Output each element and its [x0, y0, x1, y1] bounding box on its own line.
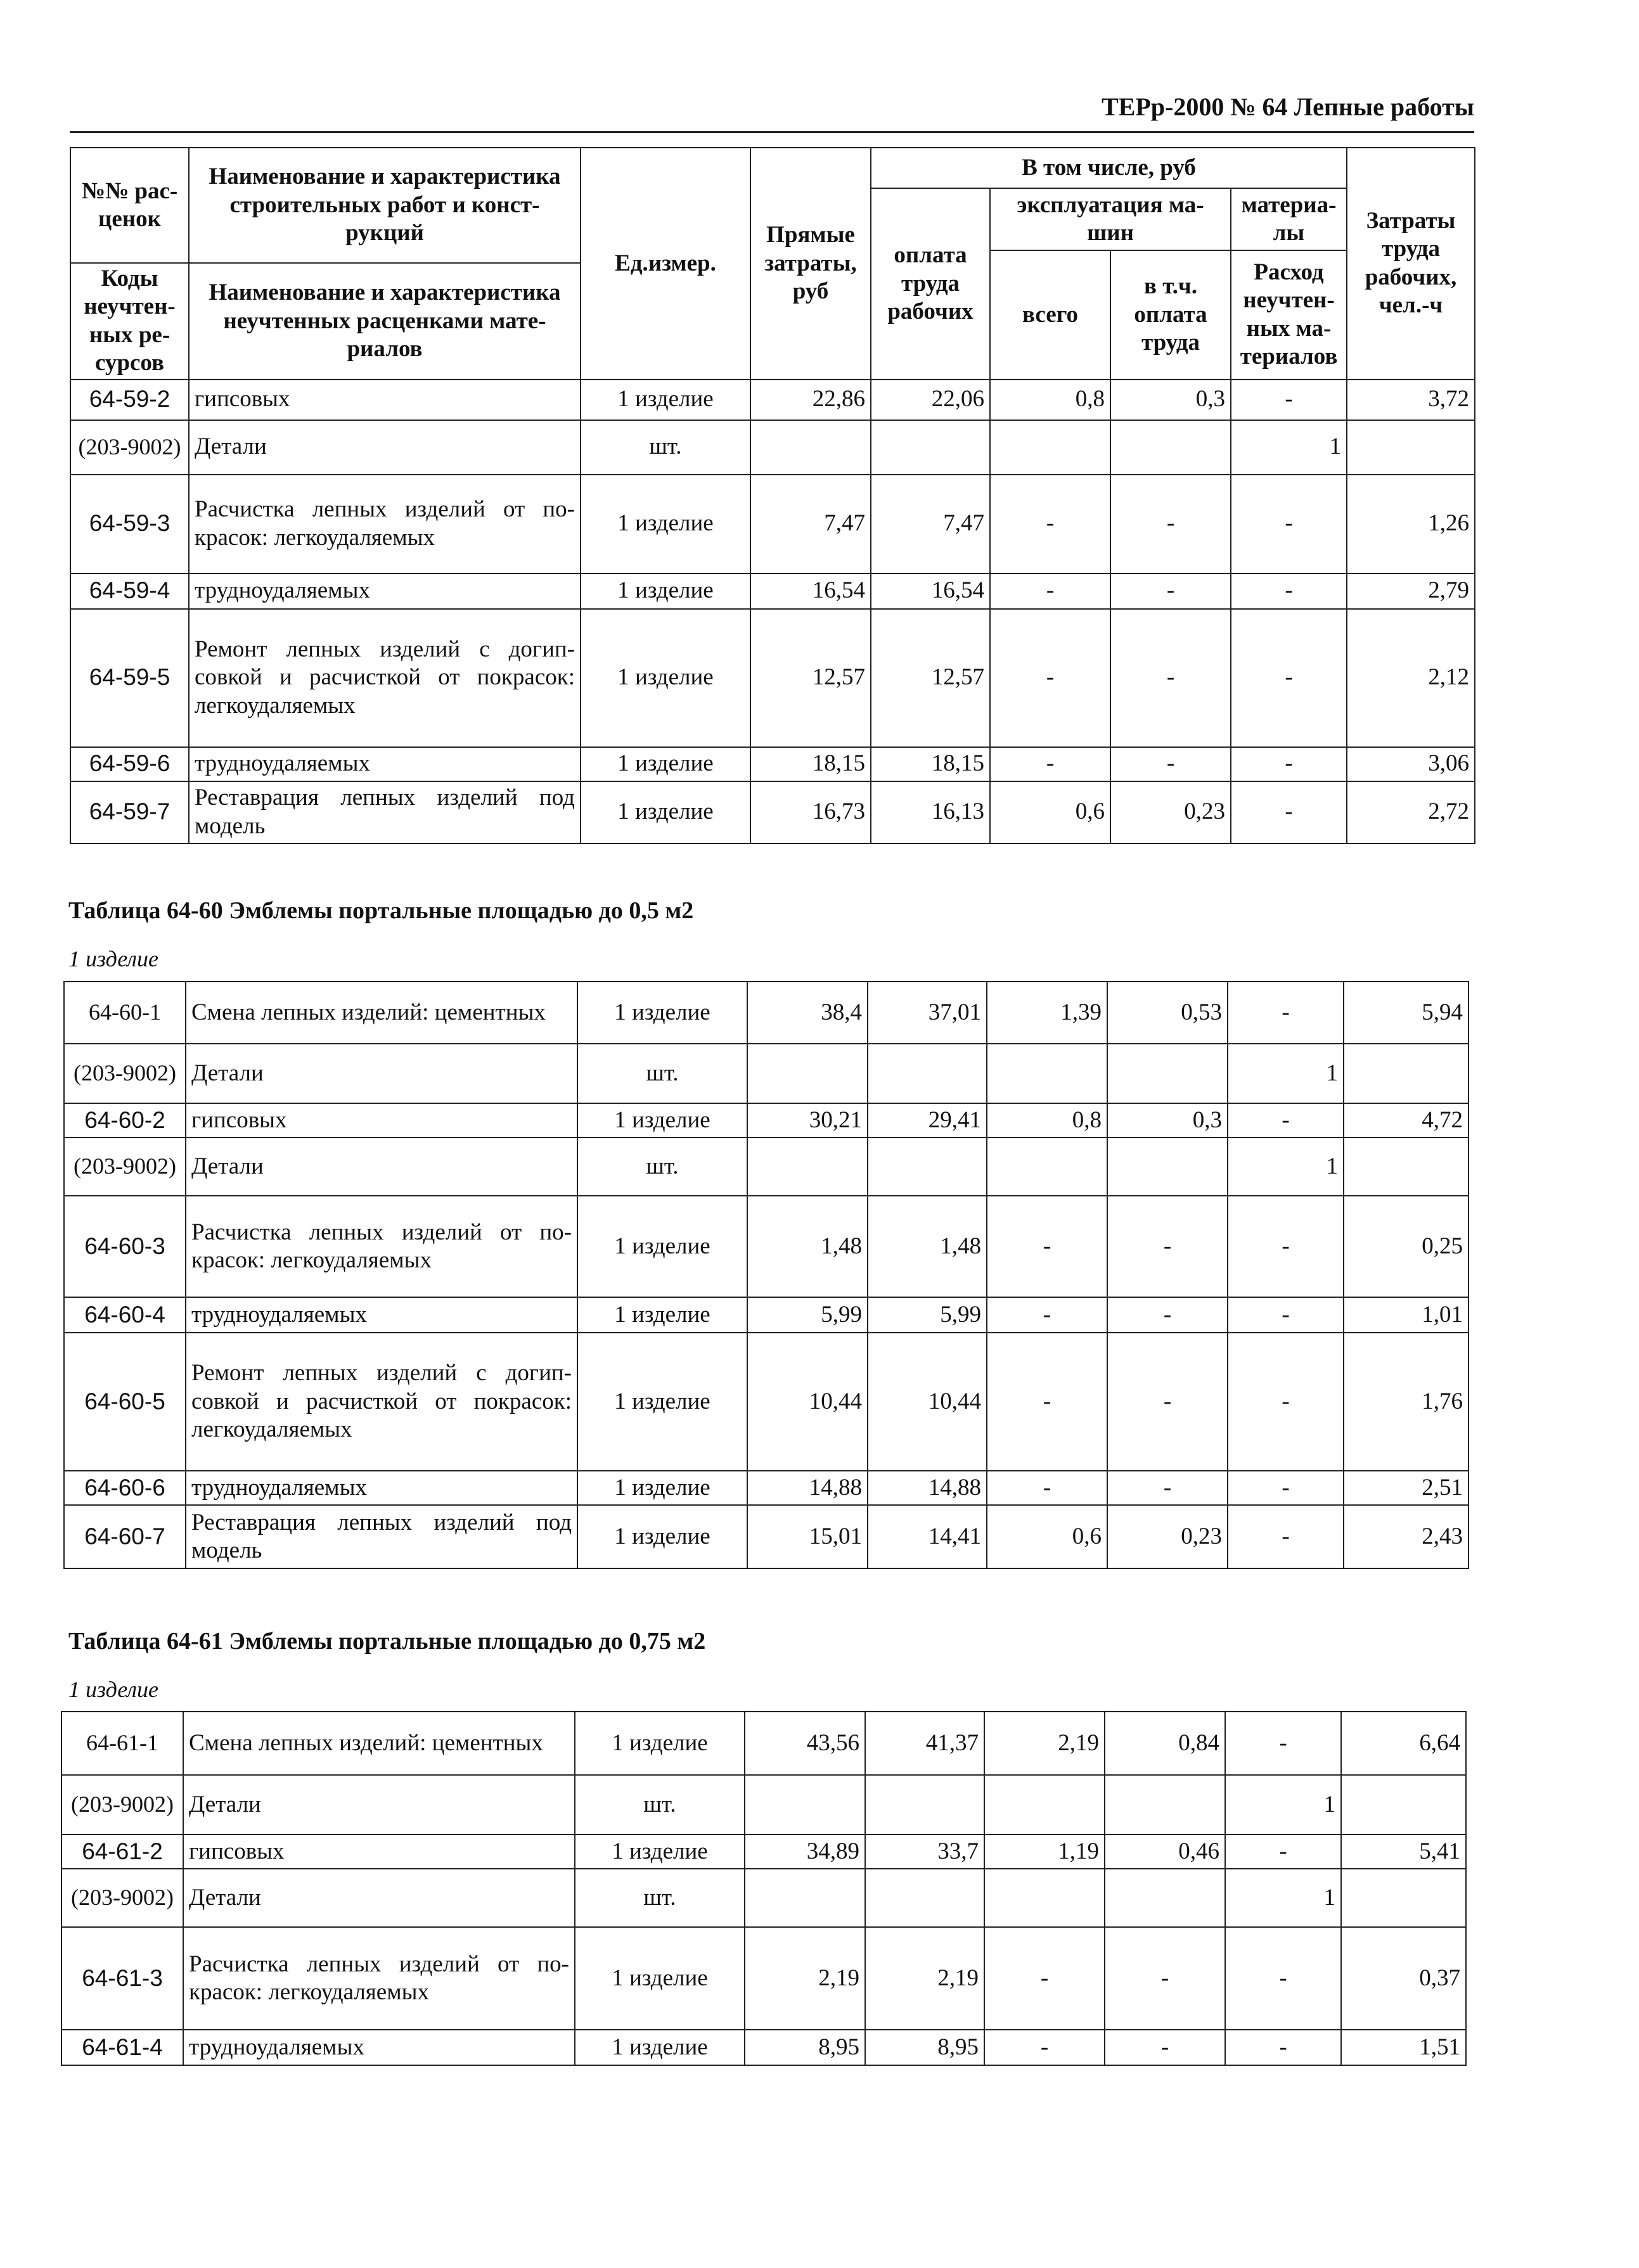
rate-unit: 1 изделие — [581, 380, 750, 420]
machine-cost: - — [990, 475, 1110, 573]
rate-name: Расчистка лепных изделий от по-красок: легкоудаляемых — [183, 1927, 575, 2030]
machine-labor-pay: - — [1110, 609, 1231, 747]
resource-code: (203-9002) — [70, 420, 189, 475]
rate-name: трудноудаляемых — [189, 573, 581, 609]
labor-pay: 33,7 — [865, 1835, 984, 1869]
col-incl-header: В том числе, руб — [871, 148, 1347, 188]
resource-consumption: 1 — [1225, 1775, 1341, 1835]
rate-name: Расчистка лепных изделий от по-красок: легкоудаляемых — [186, 1196, 577, 1297]
rate-unit: 1 изделие — [577, 1471, 747, 1505]
materials-cost: - — [1231, 609, 1347, 747]
rate-name: Смена лепных изделий: цементных — [183, 1712, 575, 1775]
labor-hours: 3,06 — [1347, 747, 1475, 781]
materials-cost: - — [1231, 781, 1347, 843]
direct-cost: 7,47 — [750, 475, 871, 573]
machine-cost: 2,19 — [984, 1712, 1105, 1775]
col-materials-header: материа-лы — [1231, 188, 1347, 250]
machine-cost: - — [990, 609, 1110, 747]
materials-cost: - — [1231, 747, 1347, 781]
machine-cost: 0,6 — [990, 781, 1110, 843]
machine-labor-pay: - — [1107, 1333, 1228, 1471]
direct-cost: 34,89 — [745, 1835, 865, 1869]
direct-cost: 38,4 — [747, 982, 868, 1044]
labor-pay: 16,13 — [871, 781, 990, 843]
labor-pay: 8,95 — [865, 2030, 984, 2065]
machine-labor-pay: - — [1105, 1927, 1225, 2030]
direct-cost: 18,15 — [750, 747, 871, 781]
materials-cost: - — [1225, 2030, 1341, 2065]
resource-name: Детали — [183, 1775, 575, 1835]
labor-hours: 5,94 — [1344, 982, 1469, 1044]
machine-labor-pay: 0,84 — [1105, 1712, 1225, 1775]
resource-name: Детали — [186, 1137, 577, 1196]
table-row — [70, 609, 1475, 747]
machine-cost: 0,8 — [987, 1103, 1107, 1137]
rate-code: 64-59-7 — [70, 781, 189, 843]
resource-unit: шт. — [575, 1869, 745, 1927]
rate-name: гипсовых — [183, 1835, 575, 1869]
machine-labor-pay: - — [1107, 1196, 1228, 1297]
machine-cost: - — [987, 1196, 1107, 1297]
rate-name: трудноудаляемых — [186, 1297, 577, 1333]
labor-pay: 5,99 — [868, 1297, 987, 1333]
col-mach-total-header: всего — [990, 250, 1110, 380]
table-row — [61, 1835, 1466, 1869]
labor-pay: 7,47 — [871, 475, 990, 573]
rate-unit: 1 изделие — [577, 1333, 747, 1471]
resource-name: Детали — [183, 1869, 575, 1927]
rate-name: Смена лепных изделий: цементных — [186, 982, 577, 1044]
labor-hours: 5,41 — [1341, 1835, 1466, 1869]
rate-name: гипсовых — [186, 1103, 577, 1137]
labor-hours: 6,64 — [1341, 1712, 1466, 1775]
direct-cost: 16,73 — [750, 781, 871, 843]
direct-cost: 43,56 — [745, 1712, 865, 1775]
rate-unit: 1 изделие — [577, 1505, 747, 1568]
direct-cost: 14,88 — [747, 1471, 868, 1505]
page-header — [70, 92, 1474, 133]
rate-code: 64-59-3 — [70, 475, 189, 573]
labor-hours: 4,72 — [1344, 1103, 1469, 1137]
table-row — [61, 1927, 1466, 2030]
rate-code: 64-60-7 — [64, 1505, 186, 1568]
table-row — [61, 1775, 1466, 1835]
rate-unit: 1 изделие — [575, 2030, 745, 2065]
table-row — [64, 1196, 1469, 1297]
materials-cost: - — [1228, 1196, 1344, 1297]
table-row — [64, 1505, 1469, 1568]
rate-code: 64-59-2 — [70, 380, 189, 420]
machine-labor-pay: 0,53 — [1107, 982, 1228, 1044]
rate-code: 64-60-1 — [64, 982, 186, 1044]
direct-cost: 16,54 — [750, 573, 871, 609]
materials-cost: - — [1231, 475, 1347, 573]
resource-consumption: 1 — [1231, 420, 1347, 475]
labor-hours: 3,72 — [1347, 380, 1475, 420]
direct-cost: 15,01 — [747, 1505, 868, 1568]
col-direct-header: Прямые затраты, руб — [750, 148, 871, 380]
machine-cost: - — [990, 573, 1110, 609]
machine-cost: 1,19 — [984, 1835, 1105, 1869]
rate-name: Реставрация лепных изделий под модель — [189, 781, 581, 843]
table-row — [64, 1137, 1469, 1196]
page-header-title: ТЕРр-2000 № 64 Лепные работы — [1102, 93, 1474, 121]
machine-labor-pay: 0,23 — [1110, 781, 1231, 843]
machine-labor-pay: 0,3 — [1110, 380, 1231, 420]
rates-table-64-60 — [63, 981, 1469, 1569]
labor-pay: 14,41 — [868, 1505, 987, 1568]
rate-name: Ремонт лепных изделий с догип-совкой и расчисткой от покрасок: легкоудаляемых — [186, 1333, 577, 1471]
rate-name: трудноудаляемых — [186, 1471, 577, 1505]
section-title-64-61: Таблица 64-61 Эмблемы портальные площадью до 0,75 м2 — [68, 1628, 706, 1655]
section-unit-note: 1 изделие — [68, 1677, 158, 1702]
table-row — [70, 475, 1475, 573]
materials-cost: - — [1231, 380, 1347, 420]
machine-cost: - — [990, 747, 1110, 781]
direct-cost: 12,57 — [750, 609, 871, 747]
rate-unit: 1 изделие — [577, 1103, 747, 1137]
table-row — [61, 1712, 1466, 1775]
rate-code: 64-61-3 — [61, 1927, 183, 2030]
rate-unit: 1 изделие — [575, 1712, 745, 1775]
table-row — [70, 781, 1475, 843]
rate-code: 64-60-2 — [64, 1103, 186, 1137]
rate-code: 64-60-3 — [64, 1196, 186, 1297]
resource-consumption: 1 — [1225, 1869, 1341, 1927]
labor-hours: 0,25 — [1344, 1196, 1469, 1297]
labor-pay: 2,19 — [865, 1927, 984, 2030]
col-name-alt-header: Наименование и характеристика неучтенных расценками мате-риалов — [189, 263, 581, 380]
col-pay-header: оплата труда рабочих — [871, 188, 990, 380]
rate-unit: 1 изделие — [581, 609, 750, 747]
rate-code: 64-61-2 — [61, 1835, 183, 1869]
table-row — [64, 1471, 1469, 1505]
rate-name: Расчистка лепных изделий от по-красок: легкоудаляемых — [189, 475, 581, 573]
col-code-alt-header: Коды неучтен-ных ре-сурсов — [70, 263, 189, 380]
rates-table-64-59 — [70, 147, 1475, 844]
resource-code: (203-9002) — [61, 1775, 183, 1835]
machine-labor-pay: - — [1107, 1297, 1228, 1333]
rate-name: гипсовых — [189, 380, 581, 420]
col-mach-labor-header: в т.ч. оплата труда — [1110, 250, 1231, 380]
table-row — [70, 573, 1475, 609]
rate-name: Реставрация лепных изделий под модель — [186, 1505, 577, 1568]
rate-unit: 1 изделие — [575, 1835, 745, 1869]
machine-cost: - — [987, 1471, 1107, 1505]
machine-cost: - — [984, 2030, 1105, 2065]
rate-unit: 1 изделие — [581, 747, 750, 781]
direct-cost: 2,19 — [745, 1927, 865, 2030]
resource-code: (203-9002) — [64, 1044, 186, 1103]
resource-unit: шт. — [577, 1044, 747, 1103]
rate-code: 64-60-5 — [64, 1333, 186, 1471]
rate-code: 64-61-4 — [61, 2030, 183, 2065]
table-row — [70, 747, 1475, 781]
machine-labor-pay: 0,3 — [1107, 1103, 1228, 1137]
resource-consumption: 1 — [1228, 1044, 1344, 1103]
resource-consumption: 1 — [1228, 1137, 1344, 1196]
labor-pay: 18,15 — [871, 747, 990, 781]
machine-cost: - — [987, 1333, 1107, 1471]
rate-unit: 1 изделие — [581, 781, 750, 843]
labor-hours: 2,79 — [1347, 573, 1475, 609]
col-code-header: №№ рас-ценок — [70, 148, 189, 263]
table-row — [64, 1103, 1469, 1137]
resource-name: Детали — [186, 1044, 577, 1103]
section-unit-note: 1 изделие — [68, 946, 158, 971]
machine-cost: 0,6 — [987, 1505, 1107, 1568]
machine-labor-pay: - — [1107, 1471, 1228, 1505]
resource-unit: шт. — [581, 420, 750, 475]
table-row — [64, 1044, 1469, 1103]
rates-table-64-61 — [61, 1711, 1467, 2066]
table-row — [64, 1297, 1469, 1333]
table-row — [70, 380, 1475, 420]
materials-cost: - — [1228, 982, 1344, 1044]
resource-unit: шт. — [577, 1137, 747, 1196]
section-title-64-60: Таблица 64-60 Эмблемы портальные площадью до 0,5 м2 — [68, 897, 694, 924]
materials-cost: - — [1228, 1471, 1344, 1505]
labor-pay: 1,48 — [868, 1196, 987, 1297]
direct-cost: 10,44 — [747, 1333, 868, 1471]
col-machines-header: эксплуатация ма-шин — [990, 188, 1231, 250]
materials-cost: - — [1225, 1927, 1341, 2030]
resource-code: (203-9002) — [61, 1869, 183, 1927]
labor-pay: 16,54 — [871, 573, 990, 609]
col-hours-header: Затраты труда рабочих, чел.-ч — [1347, 148, 1475, 380]
machine-cost: 1,39 — [987, 982, 1107, 1044]
rate-name: трудноудаляемых — [183, 2030, 575, 2065]
labor-hours: 0,37 — [1341, 1927, 1466, 2030]
rate-code: 64-59-6 — [70, 747, 189, 781]
rate-code: 64-59-5 — [70, 609, 189, 747]
labor-pay: 14,88 — [868, 1471, 987, 1505]
machine-labor-pay: - — [1105, 2030, 1225, 2065]
labor-hours: 2,51 — [1344, 1471, 1469, 1505]
table-row — [64, 1333, 1469, 1471]
labor-hours: 1,51 — [1341, 2030, 1466, 2065]
col-mat-alt-header: Расход неучтен-ных ма-териалов — [1231, 250, 1347, 380]
col-name-header: Наименование и характеристика строительных работ и конст-рукций — [189, 148, 581, 263]
rate-unit: 1 изделие — [577, 1297, 747, 1333]
labor-hours: 2,12 — [1347, 609, 1475, 747]
labor-pay: 41,37 — [865, 1712, 984, 1775]
rate-code: 64-60-4 — [64, 1297, 186, 1333]
resource-name: Детали — [189, 420, 581, 475]
rate-code: 64-60-6 — [64, 1471, 186, 1505]
table-row — [64, 982, 1469, 1044]
direct-cost: 1,48 — [747, 1196, 868, 1297]
labor-hours: 1,76 — [1344, 1333, 1469, 1471]
table-row — [70, 420, 1475, 475]
materials-cost: - — [1228, 1103, 1344, 1137]
machine-labor-pay: - — [1110, 573, 1231, 609]
resource-unit: шт. — [575, 1775, 745, 1835]
labor-hours: 2,72 — [1347, 781, 1475, 843]
machine-cost: - — [987, 1297, 1107, 1333]
materials-cost: - — [1225, 1835, 1341, 1869]
labor-pay: 22,06 — [871, 380, 990, 420]
machine-cost: - — [984, 1927, 1105, 2030]
rate-unit: 1 изделие — [577, 982, 747, 1044]
rate-unit: 1 изделие — [581, 475, 750, 573]
direct-cost: 5,99 — [747, 1297, 868, 1333]
labor-pay: 12,57 — [871, 609, 990, 747]
labor-pay: 29,41 — [868, 1103, 987, 1137]
machine-cost: 0,8 — [990, 380, 1110, 420]
direct-cost: 30,21 — [747, 1103, 868, 1137]
direct-cost: 22,86 — [750, 380, 871, 420]
materials-cost: - — [1228, 1297, 1344, 1333]
materials-cost: - — [1231, 573, 1347, 609]
labor-hours: 1,26 — [1347, 475, 1475, 573]
col-unit-header: Ед.измер. — [581, 148, 750, 380]
labor-pay: 10,44 — [868, 1333, 987, 1471]
resource-code: (203-9002) — [64, 1137, 186, 1196]
rate-unit: 1 изделие — [575, 1927, 745, 2030]
rate-code: 64-61-1 — [61, 1712, 183, 1775]
machine-labor-pay: - — [1110, 747, 1231, 781]
labor-pay: 37,01 — [868, 982, 987, 1044]
table-row — [61, 2030, 1466, 2065]
machine-labor-pay: 0,46 — [1105, 1835, 1225, 1869]
machine-labor-pay: 0,23 — [1107, 1505, 1228, 1568]
materials-cost: - — [1228, 1505, 1344, 1568]
materials-cost: - — [1228, 1333, 1344, 1471]
labor-hours: 2,43 — [1344, 1505, 1469, 1568]
materials-cost: - — [1225, 1712, 1341, 1775]
direct-cost: 8,95 — [745, 2030, 865, 2065]
rate-name: трудноудаляемых — [189, 747, 581, 781]
labor-hours: 1,01 — [1344, 1297, 1469, 1333]
machine-labor-pay: - — [1110, 475, 1231, 573]
rate-name: Ремонт лепных изделий с догип-совкой и расчисткой от покрасок: легкоудаляемых — [189, 609, 581, 747]
rate-unit: 1 изделие — [581, 573, 750, 609]
header-row — [70, 148, 1475, 188]
rate-code: 64-59-4 — [70, 573, 189, 609]
rate-unit: 1 изделие — [577, 1196, 747, 1297]
table-row — [61, 1869, 1466, 1927]
